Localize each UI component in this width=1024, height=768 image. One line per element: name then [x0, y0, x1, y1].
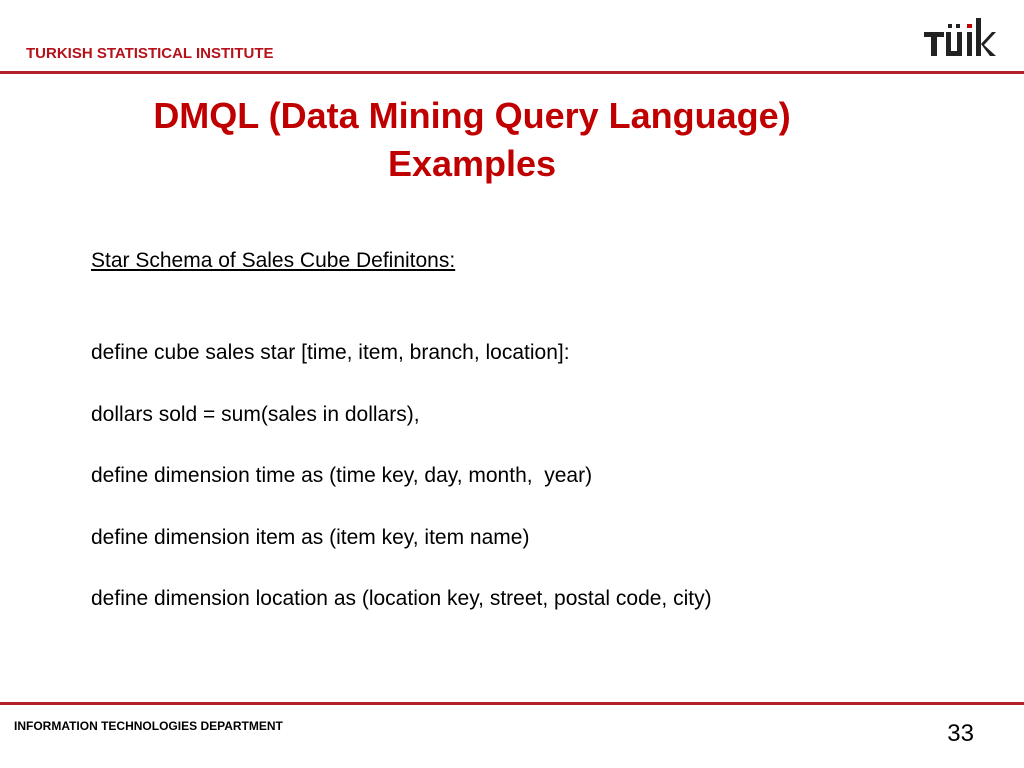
tuik-logo	[924, 16, 996, 58]
section-heading: Star Schema of Sales Cube Definitons:	[91, 249, 456, 272]
slide-title	[0, 92, 944, 188]
title-line-2: Examples	[387, 143, 557, 184]
department-name: INFORMATION TECHNOLOGIES DEPARTMENT	[14, 719, 283, 733]
header-divider	[0, 71, 1024, 74]
definition-line: define dimension item as (item key, item name)	[91, 525, 530, 549]
footer-divider	[0, 702, 1024, 705]
tuik-logo-icon	[924, 16, 996, 58]
organization-name: TURKISH STATISTICAL INSTITUTE	[26, 45, 274, 62]
title-line-1: DMQL (Data Mining Query Language)	[153, 95, 791, 136]
definition-line: define dimension location as (location key, street, postal code, city)	[91, 587, 712, 610]
definition-line: dollars sold = sum(sales in dollars),	[91, 402, 420, 426]
definition-line: define dimension time as (time key, day, month, year)	[91, 464, 593, 487]
page-number: 33	[947, 720, 974, 747]
definition-list	[91, 338, 712, 646]
definition-line: define cube sales star [time, item, branch, location]:	[91, 341, 570, 364]
